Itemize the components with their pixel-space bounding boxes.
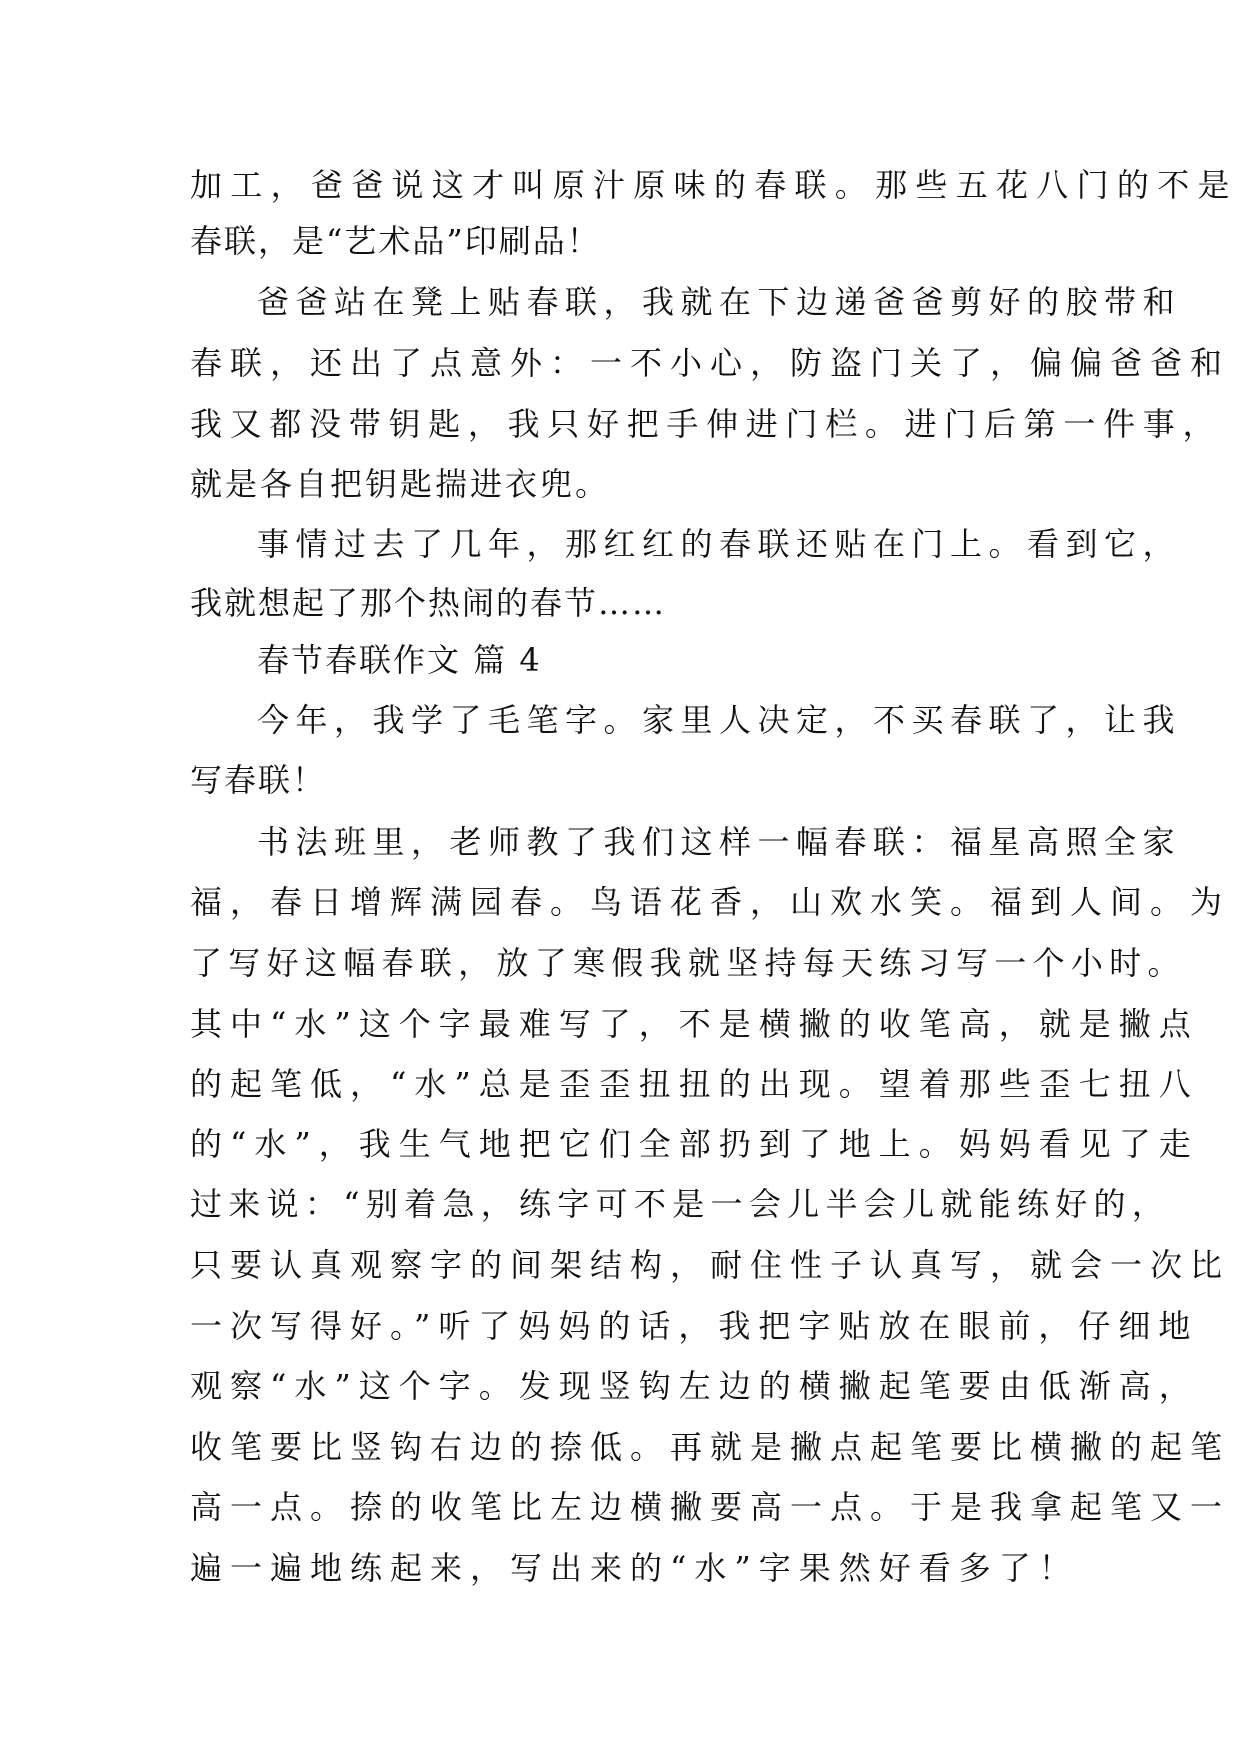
text-line: 事情过去了几年，那红红的春联还贴在门上。看到它， xyxy=(257,525,1182,563)
text-line: 过来说：“别着急，练字可不是一会儿半会儿就能练好的， xyxy=(190,1185,1171,1223)
text-line: 收笔要比竖钩右边的捺低。再就是撇点起笔要比横撇的起笔 xyxy=(190,1428,1231,1466)
text-line: 的起笔低，“水”总是歪歪扭扭的出现。望着那些歪七扭八 xyxy=(190,1065,1199,1103)
text-line: 观察“水”这个字。发现竖钩左边的横撇起笔要由低渐高， xyxy=(190,1367,1199,1405)
text-line: 遍一遍地练起来，写出来的“水”字果然好看多了！ xyxy=(190,1549,1079,1587)
text-line: 书法班里，老师教了我们这样一幅春联：福星高照全家 xyxy=(257,823,1182,861)
text-line: 今年，我学了毛笔字。家里人决定，不买春联了，让我 xyxy=(257,701,1182,739)
text-line: 春联，还出了点意外：一不小心，防盗门关了，偏偏爸爸和 xyxy=(190,344,1231,382)
text-line: 福，春日增辉满园春。鸟语花香，山欢水笑。福到人间。为 xyxy=(190,883,1231,921)
text-line: 了写好这幅春联，放了寒假我就坚持每天练习写一个小时。 xyxy=(190,944,1186,982)
text-line: 春联，是“艺术品”印刷品！ xyxy=(190,222,601,260)
text-line: 高一点。捺的收笔比左边横撇要高一点。于是我拿起笔又一 xyxy=(190,1488,1231,1526)
text-line: 其中“水”这个字最难写了，不是横撇的收笔高，就是撇点 xyxy=(190,1005,1199,1043)
text-line: 一次写得好。”听了妈妈的话，我把字贴放在眼前，仔细地 xyxy=(190,1307,1199,1345)
text-line: 就是各自把钥匙揣进衣兜。 xyxy=(190,465,611,503)
text-line: 我又都没带钥匙，我只好把手伸进门栏。进门后第一件事， xyxy=(190,405,1223,443)
text-line: 只要认真观察字的间架结构，耐住性子认真写，就会一次比 xyxy=(190,1246,1231,1284)
text-line: 我就想起了那个热闹的春节…… xyxy=(190,584,667,622)
text-line: 的“水”，我生气地把它们全部扔到了地上。妈妈看见了走 xyxy=(190,1125,1199,1163)
text-line: 写春联！ xyxy=(190,761,327,799)
text-line: 加工，爸爸说这才叫原汁原味的春联。那些五花八门的不是 xyxy=(190,166,1238,204)
section-heading: 春节春联作文 篇 4 xyxy=(257,641,542,679)
text-line: 爸爸站在凳上贴春联，我就在下边递爸爸剪好的胶带和 xyxy=(257,283,1182,321)
